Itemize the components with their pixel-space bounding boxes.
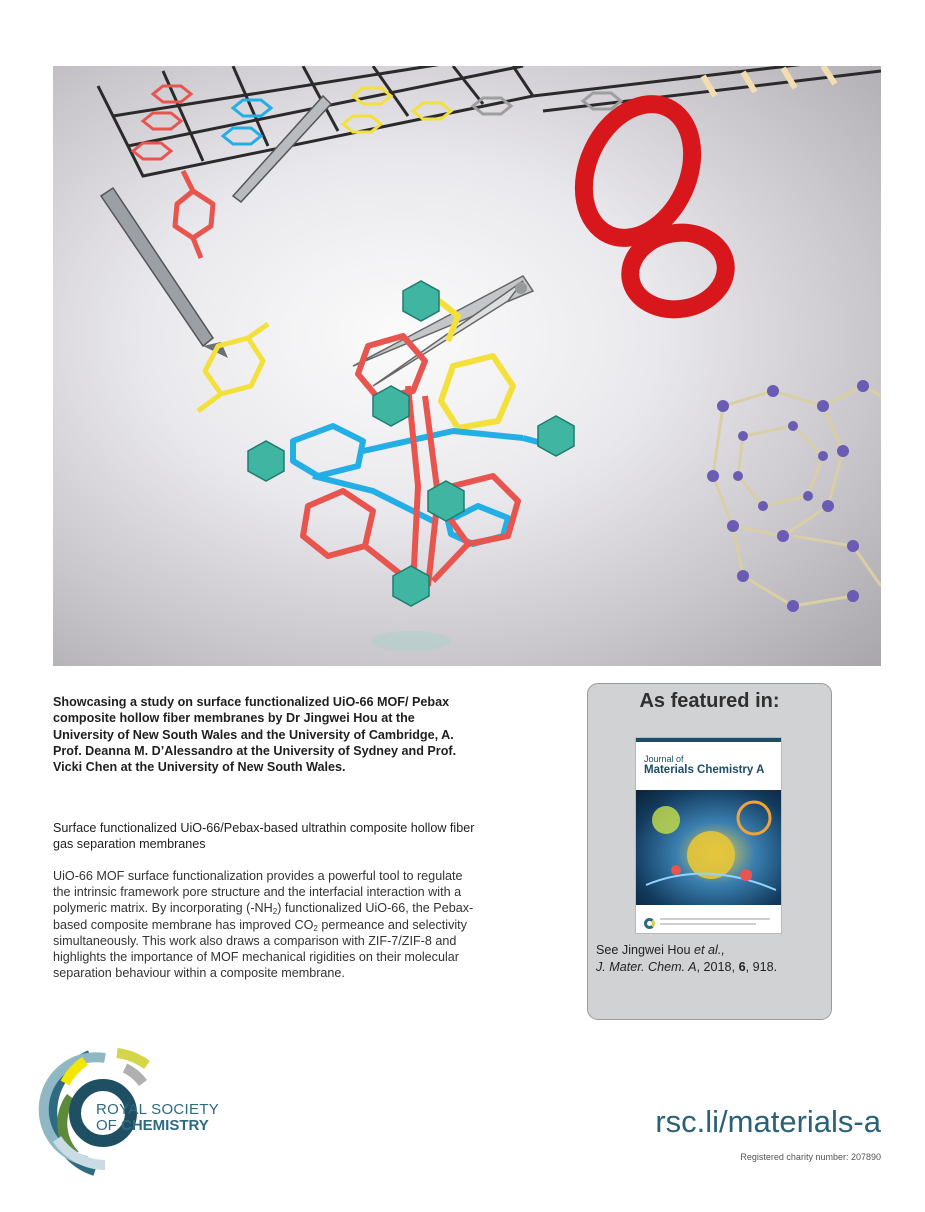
journal-name-line-2: Materials Chemistry A <box>644 764 765 776</box>
cover-artwork <box>53 66 881 666</box>
journal-cover-thumbnail[interactable] <box>635 737 782 934</box>
citation-journal: J. Mater. Chem. A <box>596 960 697 974</box>
cover-rsc-logo-icon <box>644 918 655 929</box>
featured-heading: As featured in: <box>639 690 780 712</box>
logo-text-chemistry: CHEMISTRY <box>121 1117 209 1134</box>
cover-top-bar <box>636 738 781 742</box>
cover-text-line <box>660 918 770 920</box>
lattice-grid <box>98 66 881 176</box>
citation-volume: 6 <box>738 960 746 974</box>
citation-reference <box>596 960 777 974</box>
logo-text-of-chemistry <box>96 1117 209 1134</box>
abstract-part-3: permeance and selectivity simultaneously. This work also draws a comparison with ZIF-7/ZIF-8 and highlights the importance of MOF mechanical rigidities on their molecular separation behaviour within a composite membrane. <box>53 917 467 981</box>
mof-framework <box>293 296 553 586</box>
citation-authors <box>596 943 725 957</box>
abstract-part-2: ) functionalized UiO-66, the Pebax-based composite membrane has improved CO <box>53 901 474 932</box>
red-linker <box>175 171 213 258</box>
citation-pages: , 918. <box>745 960 778 974</box>
featured-box <box>587 683 832 1020</box>
zif-cage <box>707 380 881 612</box>
citation-etal: et al., <box>694 943 725 957</box>
cover-image <box>636 790 781 905</box>
journal-url-link[interactable]: rsc.li/materials-a <box>655 1104 881 1139</box>
citation-prefix: See Jingwei Hou <box>596 943 695 957</box>
abstract-part-1: UiO-66 MOF surface functionalization provides a powerful tool to regulate the intrinsic framework pore structure and the interfacial interaction with a polymeric matrix. By incorporating (-NH <box>53 869 463 916</box>
charity-number: Registered charity number: 207890 <box>740 1152 881 1162</box>
cover-image-art <box>636 790 782 905</box>
abstract-subscript-1: 2 <box>272 907 278 917</box>
logo-text-royal-society: ROYAL SOCIETY <box>96 1101 220 1118</box>
logo-text-of: OF <box>96 1117 121 1134</box>
abstract-text <box>53 868 483 981</box>
tweezers-icon <box>101 96 331 358</box>
abstract-subscript-2: 2 <box>313 923 318 933</box>
paper-title: Surface functionalized UiO-66/Pebax-based ultrathin composite hollow fiber gas separation membranes <box>53 821 475 852</box>
journal-name-line-1: Journal of <box>644 754 684 764</box>
citation-year: , 2018, <box>696 960 739 974</box>
showcase-text: Showcasing a study on surface functionalized UiO-66 MOF/ Pebax composite hollow fiber membranes by Dr Jingwei Hou at the University of New South Wales and the University of Cambridge, A. Prof. Deanna M. D’Alessandro at the University of Sydney and Prof. Vicki Chen at the University of New South Wales. <box>53 695 457 775</box>
cover-illustration <box>53 66 881 666</box>
reflection <box>371 631 451 651</box>
cover-text-line <box>660 923 756 925</box>
